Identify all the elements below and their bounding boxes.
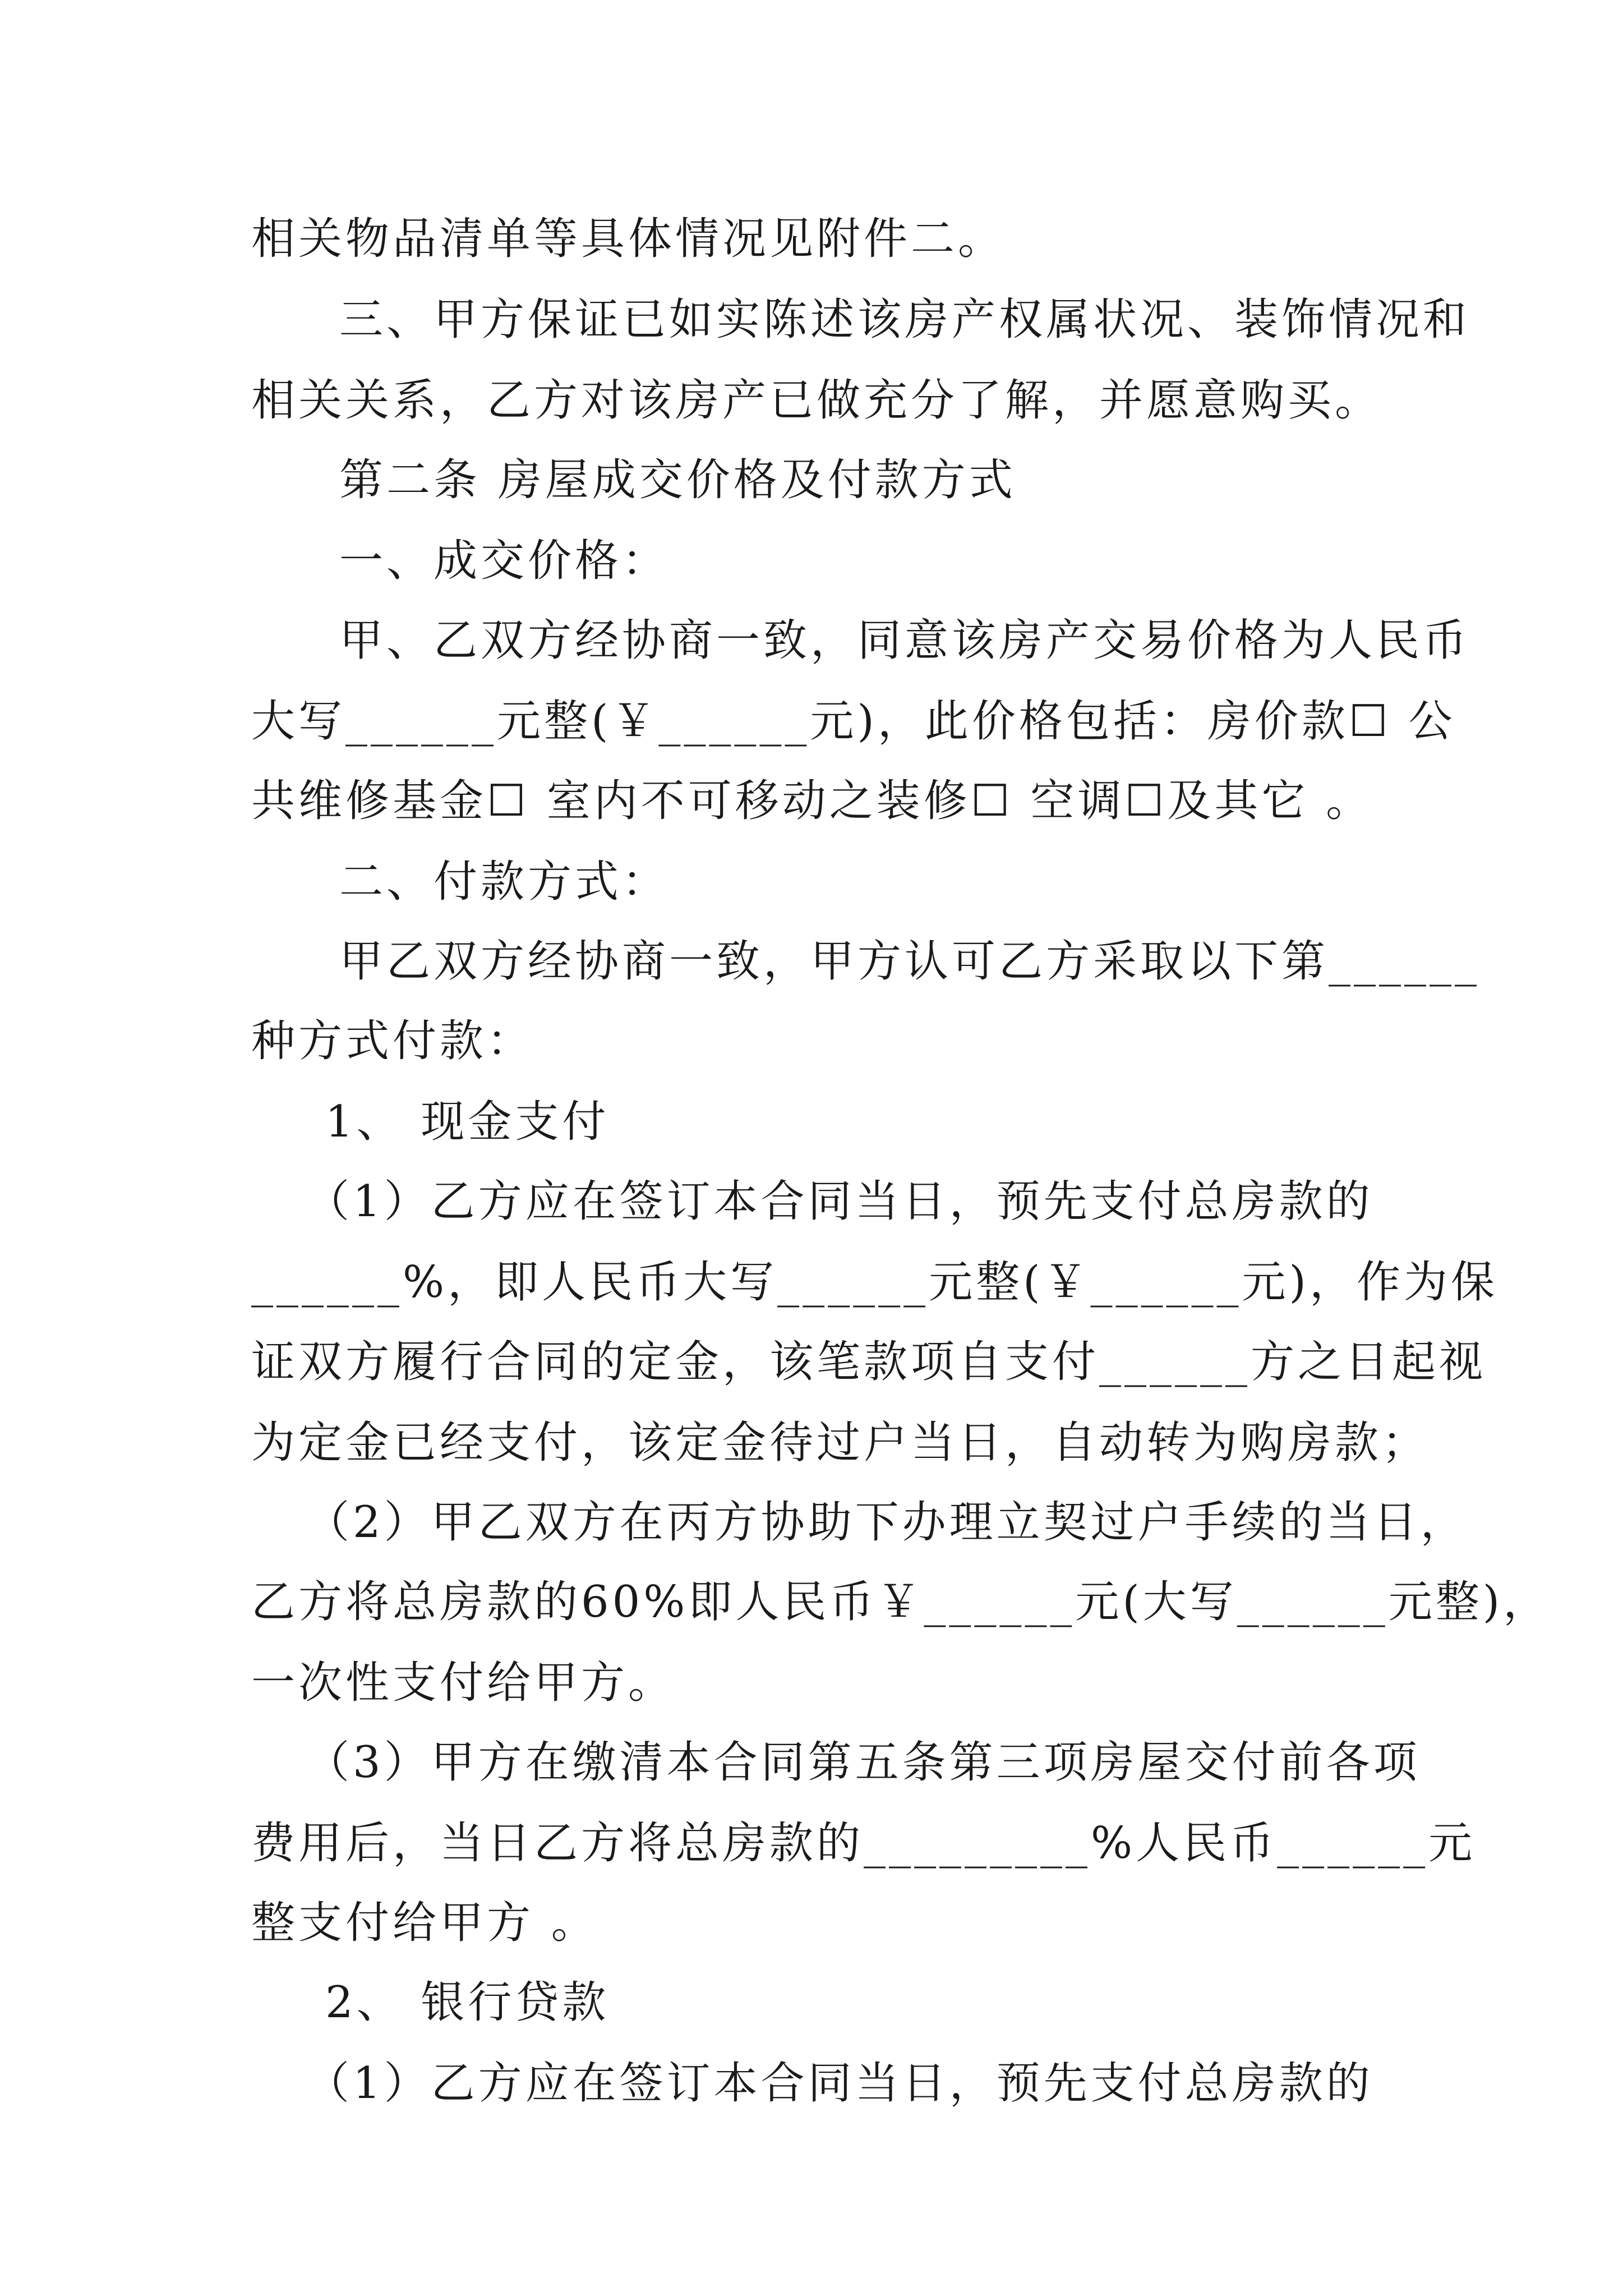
text-line: 二、付款方式： [339,857,670,907]
text-line: 共维修基金☐ 室内不可移动之装修☐ 空调☐及其它 。 [251,776,1373,826]
text-line: 相关关系，乙方对该房产已做充分了解，并愿意购买。 [251,375,1382,426]
text-line: 证双方履行合同的定金，该笔款项自支付______方之日起视 [251,1337,1487,1387]
text-line: 一、成交价格： [339,536,670,586]
text-line: 相关物品清单等具体情况见附件二。 [251,214,1006,264]
text-line: 整支付给甲方 。 [251,1898,598,1948]
text-line: 2、 银行贷款 [325,1977,610,2028]
text-line: 三、甲方保证已如实陈述该房产权属状况、装饰情况和 [339,295,1470,345]
text-line: （1）乙方应在签订本合同当日，预先支付总房款的 [306,2058,1373,2109]
text-line: 乙方将总房款的60%即人民币￥______元(大写______元整)， [251,1577,1551,1627]
text-line: （2）甲乙双方在丙方协助下办理立契过户手续的当日， [306,1497,1468,1548]
text-line: （1）乙方应在签订本合同当日，预先支付总房款的 [306,1176,1373,1227]
text-line: 1、 现金支付 [325,1097,610,1147]
text-line: 费用后，当日乙方将总房款的_________%人民币______元 [251,1818,1476,1869]
text-line: 甲、乙双方经协商一致，同意该房产交易价格为人民币 [339,615,1470,666]
text-line: ______%，即人民币大写______元整(￥______元)，作为保 [251,1257,1498,1308]
text-line: 大写______元整(￥______元)，此价格包括：房价款☐ 公 [251,696,1456,747]
text-line: （3）甲方在缴清本合同第五条第三项房屋交付前各项 [306,1737,1421,1788]
section-heading: 第二条 房屋成交价格及付款方式 [339,455,1016,505]
text-line: 为定金已经支付，该定金待过户当日，自动转为购房款； [251,1418,1430,1468]
text-line: 甲乙双方经协商一致，甲方认可乙方采取以下第______ [339,936,1481,987]
text-line: 种方式付款： [251,1016,534,1066]
text-line: 一次性支付给甲方。 [251,1658,676,1708]
